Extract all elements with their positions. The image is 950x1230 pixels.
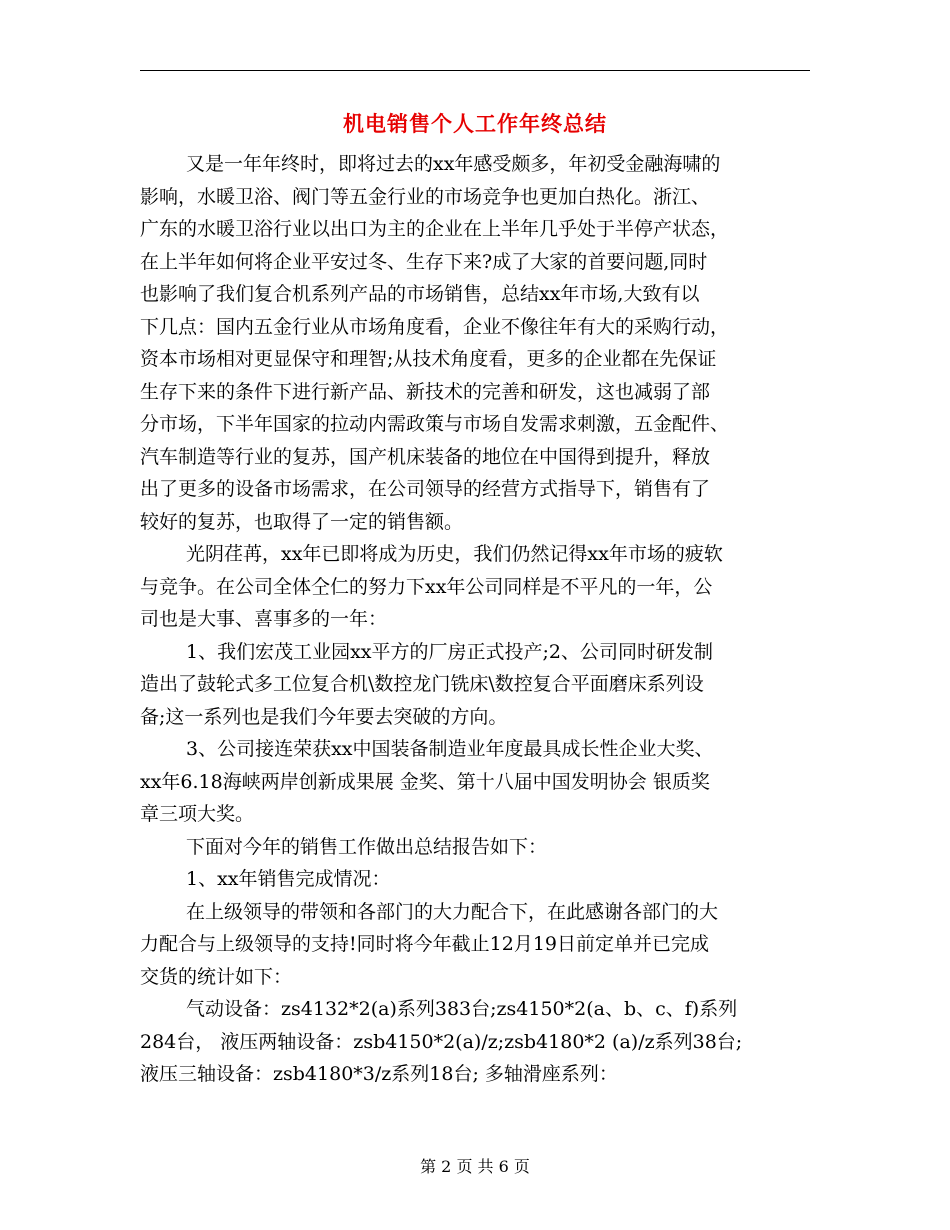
- text-line: 生存下来的条件下进行新产品、新技术的完善和研发，这也减弱了部: [140, 380, 711, 403]
- text-line: 司也是大事、喜事多的一年：: [140, 608, 388, 630]
- text-line: 造出了鼓轮式多工位复合机\数控龙门铣床\数控复合平面磨床系列设: [140, 673, 704, 695]
- text-line: 较好的复苏，也取得了一定的销售额。: [140, 510, 464, 533]
- text-line: 广东的水暖卫浴行业以出口为主的企业在上半年几乎处于半停产状态，: [140, 218, 730, 240]
- text-line: 下面对今年的销售工作做出总结报告如下：: [186, 835, 548, 858]
- document-title: 机电销售个人工作年终总结: [343, 112, 607, 136]
- text-line: 在上级领导的带领和各部门的大力配合下，在此感谢各部门的大: [186, 900, 719, 923]
- text-line: 影响，水暖卫浴、阀门等五金行业的市场竞争也更加白热化。浙江、: [140, 185, 711, 208]
- text-line: 汽车制造等行业的复苏，国产机床装备的地位在中国得到提升，释放: [140, 445, 711, 468]
- text-line: 气动设备：zs4132*2(a)系列383台;zs4150*2(a、b、c、f)系列: [186, 998, 738, 1020]
- text-line: 力配合与上级领导的支持!同时将今年截止12月19日前定单并已完成: [140, 933, 709, 955]
- text-line: 章三项大奖。: [140, 803, 255, 825]
- text-line: 出了更多的设备市场需求，在公司领导的经营方式指导下，销售有了: [140, 478, 711, 500]
- text-line: 也影响了我们复合机系列产品的市场销售，总结xx年市场,大致有以: [140, 283, 700, 305]
- text-line: 交货的统计如下：: [140, 965, 293, 988]
- text-line: 光阴荏苒，xx年已即将成为历史，我们仍然记得xx年市场的疲软: [186, 543, 723, 565]
- document-body: [140, 148, 810, 1091]
- header-rule: [140, 70, 810, 71]
- text-line: 3、公司接连荣获xx中国装备制造业年度最具成长性企业大奖、: [186, 738, 714, 760]
- text-line: 下几点：国内五金行业从市场角度看，企业不像往年有大的采购行动，: [140, 315, 730, 338]
- text-line: 资本市场相对更显保守和理智;从技术角度看，更多的企业都在先保证: [140, 348, 717, 370]
- text-line: 1、xx年销售完成情况：: [186, 868, 391, 890]
- text-line: 分市场，下半年国家的拉动内需政策与市场自发需求刺激，五金配件、: [140, 413, 730, 435]
- text-line: xx年6.18海峡两岸创新成果展 金奖、第十八届中国发明协会 银质奖: [140, 770, 710, 793]
- text-line: 1、我们宏茂工业园xx平方的厂房正式投产;2、公司同时研发制: [186, 640, 714, 663]
- page-footer: 第 2 页 共 6 页: [420, 1157, 530, 1176]
- text-line: 备;这一系列也是我们今年要去突破的方向。: [140, 705, 508, 728]
- text-line: 在上半年如何将企业平安过冬、生存下来?成了大家的首要问题,同时: [140, 250, 708, 273]
- text-line: 284台， 液压两轴设备：zsb4150*2(a)/z;zsb4180*2 (a)/z系列38台;: [140, 1030, 743, 1053]
- text-line: 与竞争。在公司全体仝仁的努力下xx年公司同样是不平凡的一年，公: [140, 575, 713, 598]
- text-line: 液压三轴设备：zsb4180*3/z系列18台; 多轴滑座系列：: [140, 1063, 618, 1085]
- text-line: 又是一年年终时，即将过去的xx年感受颇多，年初受金融海啸的: [186, 153, 721, 175]
